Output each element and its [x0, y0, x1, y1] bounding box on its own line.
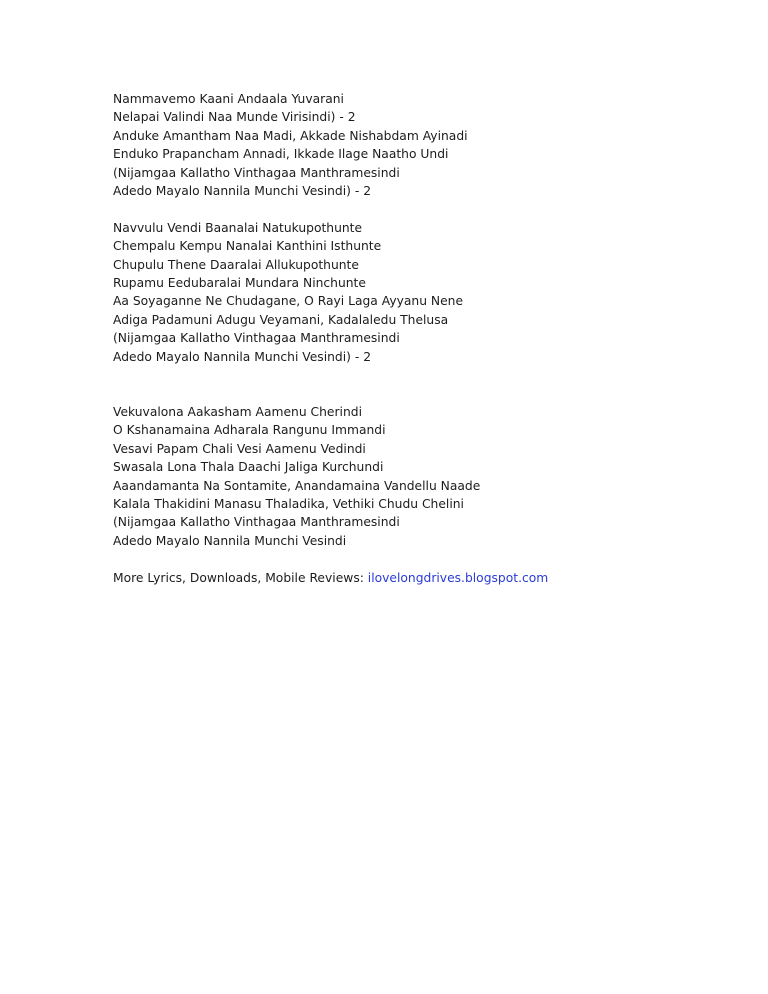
lyric-line: Aa Soyaganne Ne Chudagane, O Rayi Laga Ayyanu Nene [113, 294, 464, 309]
lyric-line: Aaandamanta Na Sontamite, Anandamaina Vandellu Naade [113, 478, 481, 493]
stanza-spacer [113, 550, 713, 568]
lyric-line: Kalala Thakidini Manasu Thaladika, Vethiki Chudu Chelini [113, 496, 464, 511]
lyric-line: Chempalu Kempu Nanalai Kanthini Isthunte [113, 239, 382, 254]
stanza-spacer [113, 366, 713, 403]
lyric-line: Enduko Prapancham Annadi, Ikkade Ilage Naatho Undi [113, 147, 449, 162]
stanza-2 [113, 219, 713, 366]
stanza-3 [113, 403, 713, 550]
blog-link[interactable]: ilovelongdrives.blogspot.com [367, 570, 549, 585]
lyric-line: Nammavemo Kaani Andaala Yuvarani [113, 92, 344, 106]
lyric-line: O Kshanamaina Adharala Rangunu Immandi [113, 423, 386, 438]
lyric-line: Adedo Mayalo Nannila Munchi Vesindi) - 2 [113, 349, 372, 364]
lyric-line: Vekuvalona Aakasham Aamenu Cherindi [113, 404, 362, 419]
lyric-line: Navvulu Vendi Baanalai Natukupothunte [113, 220, 363, 235]
lyric-line: Adiga Padamuni Adugu Veyamani, Kadalaledu Thelusa [113, 312, 449, 327]
lyric-line: (Nijamgaa Kallatho Vinthagaa Manthramesindi [113, 515, 400, 530]
lyric-line: Rupamu Eedubaralai Mundara Ninchunte [113, 276, 366, 291]
lyric-line: Chupulu Thene Daaralai Allukupothunte [113, 257, 359, 272]
lyric-line: Adedo Mayalo Nannila Munchi Vesindi [113, 533, 347, 548]
footer-label: More Lyrics, Downloads, Mobile Reviews: [113, 570, 368, 585]
lyric-line: Nelapai Valindi Naa Munde Virisindi) - 2 [113, 110, 356, 125]
lyric-line: Adedo Mayalo Nannila Munchi Vesindi) - 2 [113, 184, 372, 199]
lyric-line: Swasala Lona Thala Daachi Jaliga Kurchundi [113, 460, 384, 475]
footer-line [113, 569, 713, 587]
lyric-line: (Nijamgaa Kallatho Vinthagaa Manthramesindi [113, 331, 400, 346]
lyric-line: Vesavi Papam Chali Vesi Aamenu Vedindi [113, 441, 366, 456]
stanza-spacer [113, 200, 713, 218]
lyric-line: (Nijamgaa Kallatho Vinthagaa Manthramesindi [113, 165, 400, 180]
lyric-line: Anduke Amantham Naa Madi, Akkade Nishabdam Ayinadi [113, 128, 468, 143]
stanza-1 [113, 90, 713, 200]
lyrics-body [113, 90, 713, 587]
